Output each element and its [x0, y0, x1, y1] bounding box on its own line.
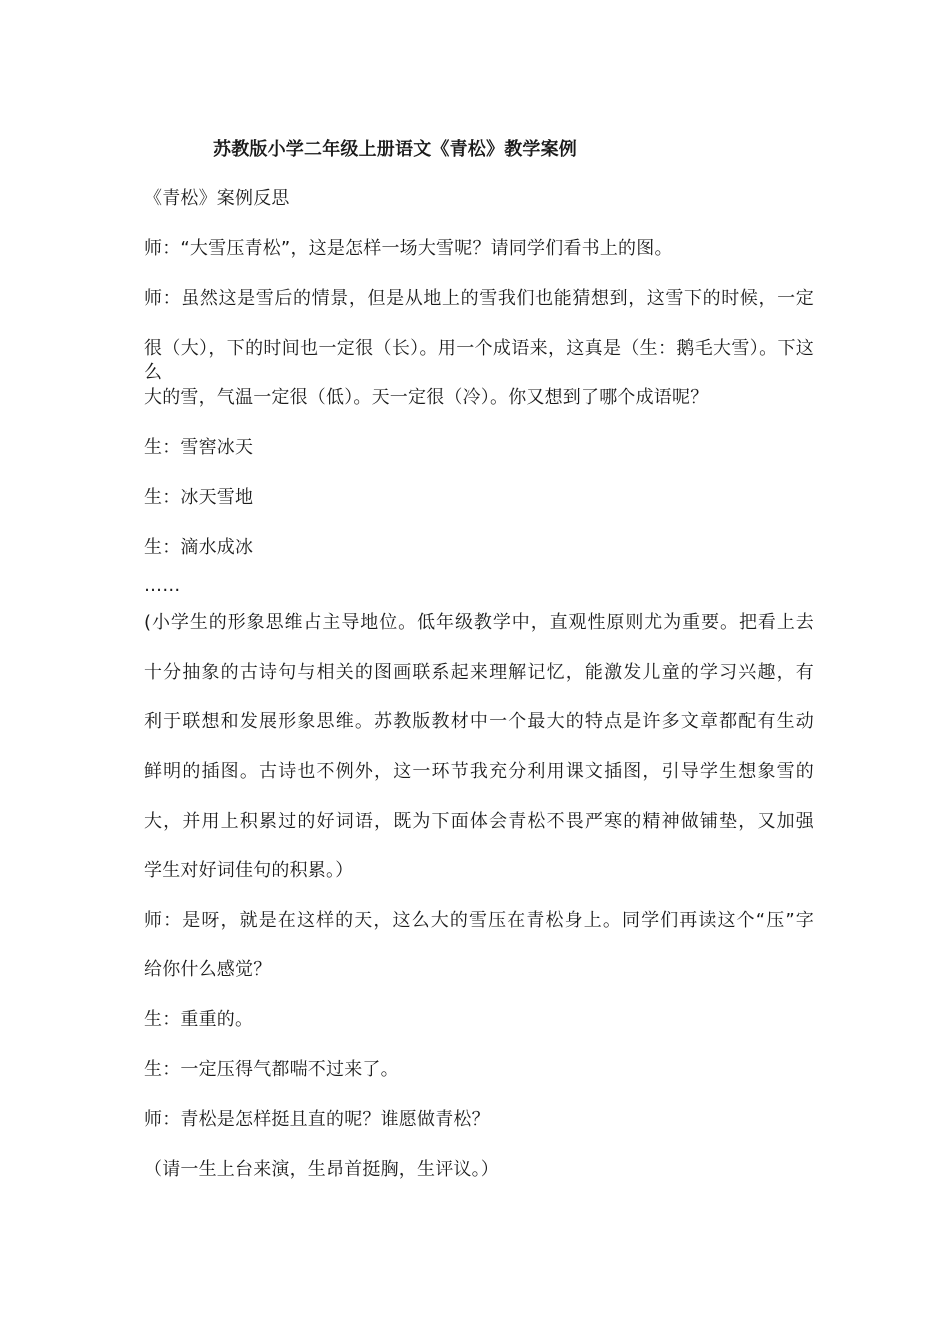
section-heading: 《青松》案例反思 [144, 188, 290, 209]
paragraph-line: 大，并用上积累过的好词语，既为下面体会青松不畏严寒的精神做铺垫，又加强 [144, 811, 814, 832]
paragraph-line: 大的雪，气温一定很（低）。天一定很（冷）。你又想到了哪个成语呢？ [144, 387, 709, 408]
paragraph-line: 生：一定压得气都喘不过来了。 [144, 1059, 399, 1080]
paragraph-line: 利于联想和发展形象思维。苏教版教材中一个最大的特点是许多文章都配有生动 [144, 711, 814, 732]
paragraph-line: 很（大），下的时间也一定很（长）。用一个成语来，这真是（生：鹅毛大雪）。下这么 [144, 338, 814, 383]
paragraph-line: 生：重重的。 [144, 1009, 254, 1030]
paragraph-line: 生：滴水成冰 [144, 537, 254, 558]
paragraph-line: 鲜明的插图。古诗也不例外，这一环节我充分利用课文插图，引导学生想象雪的 [144, 761, 814, 782]
paragraph-line: 师：青松是怎样挺且直的呢？谁愿做青松？ [144, 1109, 490, 1130]
document-title: 苏教版小学二年级上册语文《青松》教学案例 [213, 139, 577, 160]
paragraph-line: 给你什么感觉？ [144, 959, 272, 980]
ellipsis-line: …… [144, 575, 181, 596]
paragraph-line: 生：雪窖冰天 [144, 437, 254, 458]
paragraph-line: 十分抽象的古诗句与相关的图画联系起来理解记忆，能激发儿童的学习兴趣，有 [144, 662, 814, 683]
paragraph-line: 师：是呀，就是在这样的天，这么大的雪压在青松身上。同学们再读这个“压”字 [144, 910, 814, 931]
paragraph-line: 师：虽然这是雪后的情景，但是从地上的雪我们也能猜想到，这雪下的时候，一定 [144, 288, 814, 309]
paragraph-line: (小学生的形象思维占主导地位。低年级教学中，直观性原则尤为重要。把看上去 [144, 612, 814, 633]
paragraph-line: 学生对好词佳句的积累。） [144, 860, 354, 881]
paragraph-line: （请一生上台来演，生昂首挺胸，生评议。） [144, 1159, 499, 1180]
paragraph-line: 生：冰天雪地 [144, 487, 254, 508]
paragraph-line: 师：“大雪压青松”，这是怎样一场大雪呢？请同学们看书上的图。 [144, 238, 673, 259]
